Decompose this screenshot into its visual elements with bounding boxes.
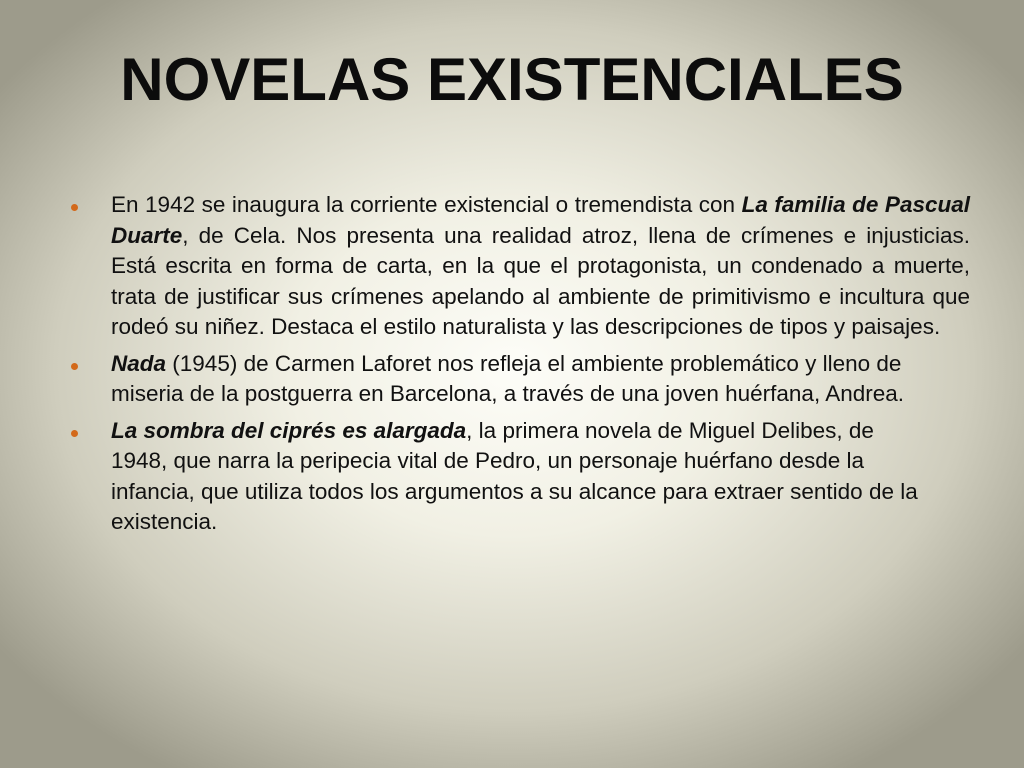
bullet-dot-icon	[71, 363, 78, 370]
bullet-2-book-title: Nada	[111, 350, 167, 376]
bullet-3-book-title: La sombra del ciprés es alargada	[111, 417, 467, 443]
bullet-3-text: , la primera novela de Miguel Delibes, de 1948, que narra la peripecia vital de Pedro, un personaje huérfano desde la infancia, que utiliza todos los argumentos a su alcance para extraer sentido de la existencia.	[111, 417, 918, 534]
bullet-dot-icon	[71, 430, 78, 437]
bullet-list	[70, 190, 970, 544]
bullet-1-text-start: En 1942 se inaugura la corriente existencial o tremendista con	[111, 192, 742, 217]
bullet-item-1	[70, 190, 970, 343]
bullet-item-3	[70, 416, 921, 538]
bullet-item-2	[70, 349, 927, 410]
bullet-1-text-end: , de Cela. Nos presenta una realidad atroz, llena de crímenes e injusticias. Está escrita en forma de carta, en la que el protagonista, un condenado a muerte, trata de justificar sus crímenes apelando al ambiente de primitivismo e incultura que rodeó su niñez. Destaca el estilo naturalista y las descripciones de tipos y paisajes.	[111, 222, 970, 339]
slide-title: NOVELAS EXISTENCIALES	[120, 46, 904, 113]
bullet-2-text: (1945) de Carmen Laforet nos refleja el ambiente problemático y lleno de miseria de la postguerra en Barcelona, a través de una joven huérfana, Andrea.	[111, 350, 905, 406]
bullet-1-book-title: La familia de Pascual Duarte	[111, 192, 970, 248]
bullet-dot-icon	[71, 204, 78, 211]
